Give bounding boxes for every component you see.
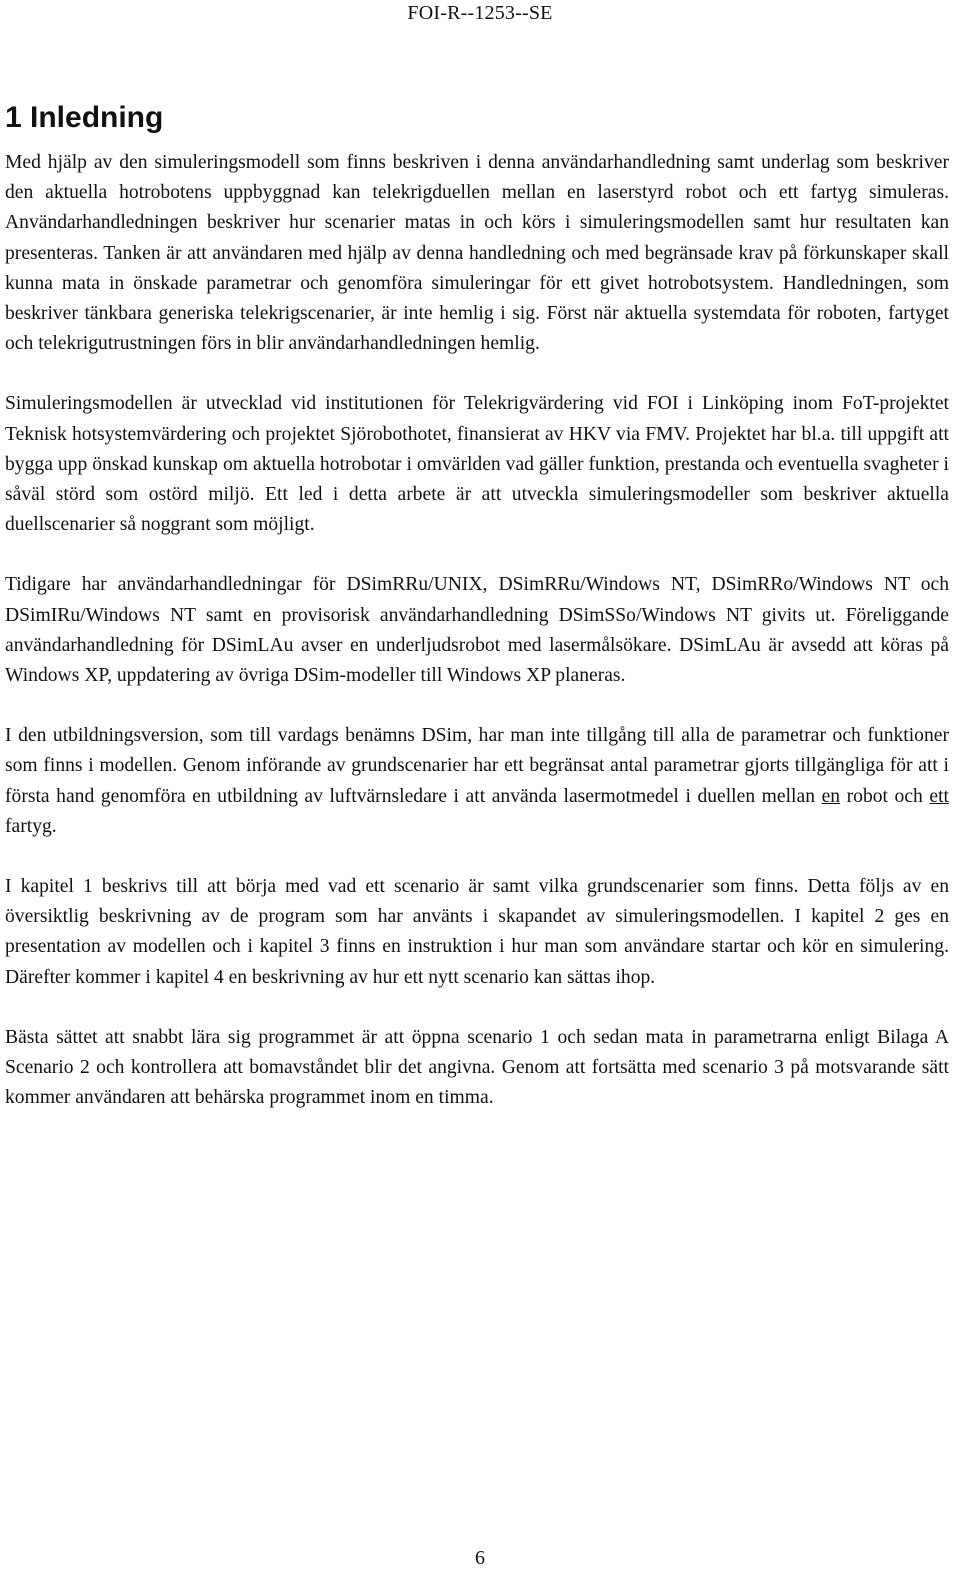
paragraph-previous-manuals: Tidigare har användarhandledningar för DSimRRu/UNIX, DSimRRu/Windows NT, DSimRRo/Windows NT och DSimIRu/Windows NT samt en provisorisk användarhandledning DSimSSo/Windows NT givits ut. Föreliggande användarhandledning för DSimLAu avser en underljudsrobot med lasermålsökare. DSimLAu är avsedd att köras på Windows XP, uppdatering av övriga DSim-modeller till Windows XP planeras. — [5, 574, 949, 687]
paragraph-training-version — [5, 721, 949, 842]
paragraph-text: robot och — [840, 785, 930, 807]
paragraph-intro: Med hjälp av den simuleringsmodell som finns beskriven i denna användarhandledning samt underlag som beskriver den aktuella hotrobotens uppbyggnad kan telekrigduellen mellan en laserstyrd robot och ett fartyg simuleras. Användarhandledningen beskriver hur scenarier matas in och körs i simuleringsmodellen samt hur resultaten kan presenteras. Tanken är att användaren med hjälp av denna handledning och med begränsade krav på förkunskaper skall kunna mata in önskade parametrar och genomföra simuleringar för ett givet hotrobotsystem. Handledningen, som beskriver tänkbara generiska telekrigscenarier, är inte hemlig i sig. Först när aktuella systemdata för roboten, fartyget och telekrigutrustningen förs in blir användarhandledningen hemlig. — [5, 152, 949, 355]
page-number: 6 — [475, 1547, 485, 1569]
paragraph-text: fartyg. — [5, 815, 57, 837]
underlined-word: en — [821, 785, 841, 807]
section-heading: 1 Inledning — [5, 101, 164, 134]
paragraph-chapter-overview: I kapitel 1 beskrivs till att börja med vad ett scenario är samt vilka grundscenarier som finns. Detta följs av en översiktlig beskrivning av de program som har använts i skapandet av simuleringsmodellen. I kapitel 2 ges en presentation av modellen och i kapitel 3 finns en instruktion i hur man som användare startar och kör en simulering. Därefter kommer i kapitel 4 en beskrivning av hur ett nytt scenario kan sättas ihop. — [5, 876, 949, 988]
report-id: FOI-R--1253--SE — [407, 2, 553, 24]
body-text — [5, 148, 949, 1143]
paragraph-text: I den utbildningsversion, som till vardags benämns DSim, har man inte tillgång till alla de parametrar och funktioner som finns i modellen. Genom införande av grundscenarier har ett begränsat antal parametrar gjorts tillgängliga för att i första hand genomföra en utbildning av luftvärnsledare i att använda lasermotmedel i duellen mellan — [5, 725, 949, 807]
paragraph-background: Simuleringsmodellen är utvecklad vid institutionen för Telekrigvärdering vid FOI i Linköping inom FoT-projektet Teknisk hotsystemvärdering och projektet Sjörobothotet, finansierat av HKV via FMV. Projektet har bl.a. till uppgift att bygga upp önskad kunskap om aktuella hotrobotar i omvärlden vad gäller funktion, prestanda och eventuella svagheter i såväl störd som ostörd miljö. Ett led i detta arbete är att utveckla simuleringsmodeller som beskriver aktuella duellscenarier så noggrant som möjligt. — [5, 393, 949, 536]
underlined-word: ett — [929, 785, 949, 807]
paragraph-getting-started: Bästa sättet att snabbt lära sig programmet är att öppna scenario 1 och sedan mata in parametrarna enligt Bilaga A Scenario 2 och kontrollera att bomavståndet blir det angivna. Genom att fortsätta med scenario 3 på motsvarande sätt kommer användaren att behärska programmet inom en timma. — [5, 1026, 949, 1109]
